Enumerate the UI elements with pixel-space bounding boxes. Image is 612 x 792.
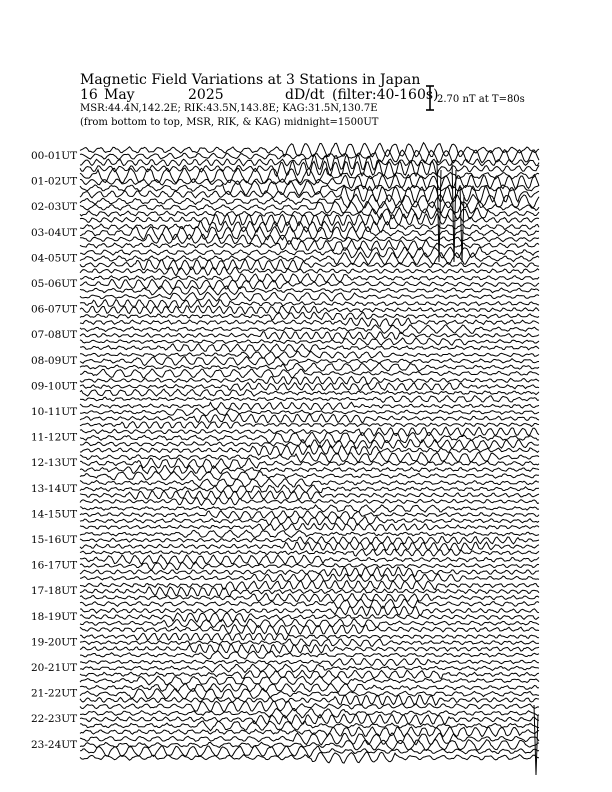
station-trace	[80, 351, 539, 358]
station-trace	[80, 259, 539, 270]
hour-label: 23-24UT	[31, 738, 78, 751]
station-trace	[80, 267, 539, 276]
hour-label: 17-18UT	[31, 585, 78, 598]
station-trace	[80, 402, 539, 409]
station-trace	[80, 432, 539, 443]
station-trace	[80, 542, 539, 551]
quantity-label: dD/dt	[285, 87, 325, 103]
station-trace	[80, 312, 539, 320]
hour-label: 06-07UT	[31, 303, 78, 316]
date-month: May	[104, 87, 135, 103]
scale-bar	[426, 86, 434, 110]
hour-label: 01-02UT	[31, 175, 78, 188]
station-trace	[80, 587, 539, 596]
station-trace	[80, 143, 539, 157]
station-trace	[80, 369, 539, 378]
hour-label: 12-13UT	[31, 457, 78, 470]
station-trace	[80, 252, 539, 264]
date-year: 2025	[188, 87, 224, 103]
hour-label: 20-21UT	[31, 662, 78, 674]
hour-label: 11-12UT	[31, 431, 78, 444]
station-trace	[80, 175, 539, 189]
station-trace	[80, 214, 539, 226]
station-trace	[80, 414, 539, 423]
station-trace	[80, 625, 539, 635]
hour-label: 10-11UT	[31, 406, 78, 418]
station-trace	[80, 471, 539, 480]
hour-label: 14-15UT	[31, 508, 78, 521]
station-trace	[80, 357, 539, 366]
station-trace	[80, 274, 539, 283]
station-trace	[80, 524, 539, 531]
station-trace	[80, 286, 539, 295]
hour-label: 04-05UT	[31, 252, 78, 265]
station-trace	[80, 536, 539, 544]
station-trace	[80, 505, 539, 513]
hour-label: 22-23UT	[31, 713, 78, 726]
hour-label: 15-16UT	[31, 534, 78, 546]
station-trace	[80, 344, 539, 352]
station-trace	[80, 279, 539, 289]
station-trace	[80, 581, 539, 590]
station-trace	[80, 377, 539, 385]
station-trace	[80, 240, 539, 251]
station-trace	[80, 593, 539, 601]
station-trace	[80, 440, 539, 449]
hour-label: 02-03UT	[31, 201, 78, 214]
disturbance-spike	[437, 160, 441, 262]
hour-label: 03-04UT	[31, 226, 78, 239]
station-coordinates: MSR:44.4N,142.2E; RIK:43.5N,143.8E; KAG:31.5N,130.7E	[80, 103, 378, 114]
station-order-note: (from bottom to top, MSR, RIK, & KAG) midnight=1500UT	[80, 117, 379, 128]
station-trace	[80, 574, 539, 582]
station-trace	[80, 478, 539, 487]
station-trace	[80, 639, 539, 646]
station-trace	[80, 325, 539, 334]
station-trace	[80, 530, 539, 537]
hour-label: 05-06UT	[31, 278, 78, 290]
station-trace	[80, 363, 539, 372]
station-trace	[80, 562, 539, 570]
hour-label: 13-14UT	[31, 482, 78, 495]
station-trace	[80, 194, 539, 208]
station-trace	[80, 567, 539, 577]
station-trace	[80, 458, 539, 468]
hour-label: 07-08UT	[31, 329, 78, 342]
station-trace	[80, 633, 539, 640]
scale-bar-label: 2.70 nT at T=80s	[437, 94, 525, 105]
station-trace	[80, 516, 539, 525]
station-trace	[80, 606, 539, 616]
station-trace	[80, 396, 539, 403]
filter-label: (filter:40-160s)	[332, 87, 439, 103]
station-trace	[80, 727, 539, 737]
station-trace	[80, 422, 539, 429]
station-trace	[80, 613, 539, 622]
station-trace	[80, 721, 539, 731]
station-trace	[80, 664, 539, 672]
station-trace	[80, 695, 539, 705]
date-day: 16	[80, 87, 98, 103]
station-trace	[80, 511, 539, 519]
station-trace	[80, 752, 539, 763]
station-trace	[80, 389, 539, 396]
station-trace	[80, 292, 539, 301]
chart-title: Magnetic Field Variations at 3 Stations in Japan	[80, 72, 421, 88]
hour-label: 21-22UT	[31, 687, 78, 700]
station-trace	[80, 299, 539, 307]
hour-label: 09-10UT	[31, 380, 78, 393]
hour-label: 18-19UT	[31, 610, 78, 623]
station-trace	[80, 619, 539, 628]
hour-label: 08-09UT	[31, 354, 78, 367]
station-trace	[80, 599, 539, 609]
station-trace	[80, 465, 539, 473]
hour-label: 00-01UT	[31, 150, 78, 162]
station-trace	[80, 221, 539, 232]
station-trace	[80, 338, 539, 345]
station-trace	[80, 658, 539, 666]
hour-label: 16-17UT	[31, 559, 78, 572]
station-trace	[80, 491, 539, 500]
station-trace	[80, 676, 539, 685]
disturbance-spike	[460, 185, 464, 262]
hour-label: 19-20UT	[31, 636, 78, 649]
station-trace	[80, 306, 539, 314]
station-trace	[80, 555, 539, 564]
station-trace	[80, 714, 539, 724]
